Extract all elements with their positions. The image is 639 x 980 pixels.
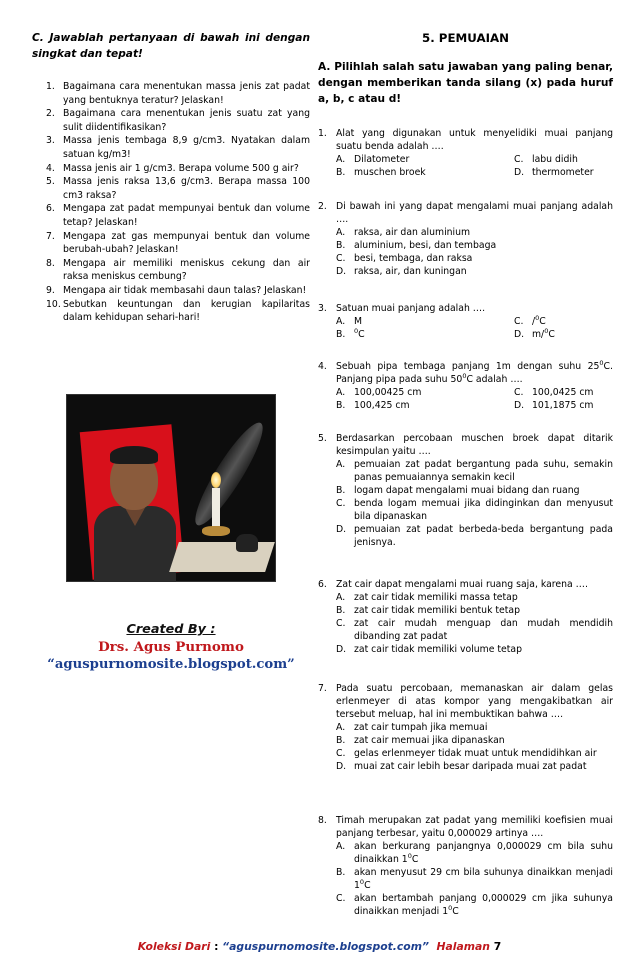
essay-question — [46, 107, 310, 134]
essay-question — [46, 175, 310, 202]
author-name: Drs. Agus Purnomo — [98, 639, 244, 655]
option-letter: B. — [336, 485, 346, 496]
option-text: logam dapat mengalami muai bidang dan ruang — [354, 485, 580, 496]
superscript-degree: 0 — [462, 372, 467, 380]
question-text: Mengapa air tidak membasahi daun talas? Jelaskan! — [63, 284, 307, 296]
option — [318, 226, 613, 239]
question-text: Mengapa air memiliki meniskus cekung dan air raksa meniskus cembung? — [63, 257, 310, 283]
essay-question — [46, 134, 310, 161]
option-text: 100,425 cm — [354, 400, 410, 411]
essay-question — [46, 298, 310, 325]
option-text: muai zat cair lebih besar daripada muai zat padat — [354, 761, 587, 772]
option — [318, 523, 613, 549]
question-text: Mengapa zat gas mempunyai bentuk dan volume berubah-ubah? Jelaskan! — [63, 230, 310, 256]
option-text: zat cair tidak memiliki volume tetap — [354, 644, 523, 655]
option-letter: A. — [336, 459, 346, 470]
option-text: M — [354, 316, 363, 327]
option-text: zat cair tidak memiliki bentuk tetap — [354, 605, 521, 616]
option-letter: A. — [336, 154, 346, 165]
question-number: 1. — [318, 128, 327, 139]
option-letter: B. — [336, 329, 346, 340]
question-number: 3. — [318, 303, 327, 314]
superscript-degree: 0 — [359, 878, 365, 886]
essay-question — [46, 162, 310, 176]
option — [318, 458, 613, 484]
option-letter: C. — [336, 748, 346, 759]
page-footer — [0, 940, 639, 953]
option-letter: D. — [336, 524, 347, 535]
option-text: C — [364, 880, 371, 891]
quill-feather — [186, 416, 272, 532]
option — [318, 866, 613, 892]
option-text: gelas erlenmeyer tidak muat untuk mendidihkan air — [354, 748, 597, 759]
question-text: Bagaimana cara menentukan massa jenis zat padat yang bentuknya teratur? Jelaskan! — [63, 81, 310, 106]
option-letter: A. — [336, 227, 346, 238]
candle-holder — [202, 526, 230, 536]
option-row — [318, 315, 613, 328]
section-a-heading: A. Pilihlah salah satu jawaban yang paling benar, dengan memberikan tanda silang (x) pada huruf a, b, c atau d! — [318, 61, 613, 105]
question-number: 6. — [318, 579, 327, 590]
essay-question — [46, 202, 310, 229]
option-text: benda logam memuai jika didinginkan dan menyusut bila dipanaskan — [354, 498, 613, 522]
question-text: Di bawah ini yang dapat mengalami muai panjang adalah …. — [336, 201, 613, 225]
question-number: 4. — [46, 162, 55, 174]
option-letter: B. — [336, 605, 346, 616]
question-text: Massa jenis raksa 13,6 g/cm3. Berapa massa 100 cm3 raksa? — [63, 176, 310, 201]
option-text: C — [411, 854, 419, 865]
mc-question-7 — [318, 682, 613, 773]
option-text: raksa, air, dan kuningan — [354, 266, 467, 277]
option-text: akan berkurang panjangnya 0,000029 cm bila suhu dinaikkan 1 — [354, 841, 613, 865]
essay-question — [46, 230, 310, 257]
option — [318, 760, 613, 773]
option-text: zat cair memuai jika dipanaskan — [354, 735, 505, 746]
option-text: C — [452, 906, 459, 917]
option-letter: D. — [514, 329, 525, 340]
option-text: thermometer — [532, 167, 594, 178]
option-text: aluminium, besi, dan tembaga — [354, 240, 497, 251]
option-row — [318, 166, 613, 179]
question-number: 3. — [46, 135, 55, 147]
question-number: 9. — [46, 284, 55, 296]
option-text: akan menyusut 29 cm bila suhunya dinaikkan menjadi 1 — [354, 867, 613, 891]
author-photo — [66, 394, 276, 582]
option — [318, 734, 613, 747]
author-site: “aguspurnomosite.blogspot.com” — [47, 657, 295, 672]
question-text-part: C. Panjang pipa pada suhu 50 — [336, 361, 613, 385]
superscript-degree: 0 — [448, 904, 453, 912]
option-letter: B. — [336, 240, 346, 251]
essay-question — [46, 284, 310, 298]
superscript-degree: 0 — [535, 314, 540, 322]
mc-question-8 — [318, 814, 613, 918]
question-number: 6. — [46, 203, 55, 215]
option-letter: C. — [514, 316, 524, 327]
option-letter: C. — [336, 618, 346, 629]
mc-question-5 — [318, 432, 613, 549]
question-text — [318, 360, 613, 386]
photo-book — [169, 542, 275, 572]
option-letter: D. — [514, 167, 525, 178]
option-text: labu didih — [532, 154, 578, 165]
option — [318, 617, 613, 643]
option — [318, 747, 613, 760]
question-text: Massa jenis tembaga 8,9 g/cm3. Nyatakan dalam satuan kg/m3! — [63, 135, 310, 160]
option-letter: D. — [514, 400, 525, 411]
question-number: 8. — [46, 257, 55, 269]
credit-block — [32, 622, 310, 672]
page-number: 7 — [493, 940, 502, 953]
option — [318, 484, 613, 497]
question-text: Zat cair dapat mengalami muai ruang saja, karena …. — [336, 579, 588, 590]
option-letter: C. — [336, 253, 346, 264]
option — [318, 643, 613, 656]
option-text: 101,1875 cm — [532, 400, 594, 411]
option — [318, 497, 613, 523]
option-text: raksa, air dan aluminium — [354, 227, 471, 238]
question-text: Bagaimana cara menentukan jenis suatu zat yang sulit diidentifikasikan? — [63, 108, 310, 133]
option-text: zat cair tumpah jika memuai — [354, 722, 488, 733]
option-letter: B. — [336, 167, 346, 178]
option-letter: B. — [336, 867, 346, 878]
option-row — [318, 153, 613, 166]
ink-pot — [236, 534, 258, 552]
question-number: 8. — [318, 815, 327, 826]
option-letter: C. — [514, 387, 524, 398]
footer-koleksi: Koleksi Dari — [137, 940, 211, 953]
mc-question-6 — [318, 578, 613, 656]
option — [318, 591, 613, 604]
footer-halaman: Halaman — [436, 940, 490, 953]
mc-question-1 — [318, 127, 613, 179]
essay-question — [46, 80, 310, 107]
option — [318, 252, 613, 265]
question-number: 2. — [46, 108, 55, 120]
option-text: Dilatometer — [354, 154, 410, 165]
option-letter: A. — [336, 316, 346, 327]
question-text: Pada suatu percobaan, memanaskan air dalam gelas erlenmeyer di atas kompor yang mengakibatkan air tersebut meluap, hal ini membuktikan bahwa …. — [336, 683, 613, 720]
question-text-part: C adalah …. — [466, 374, 523, 385]
option-text: / — [532, 316, 536, 327]
option — [318, 265, 613, 278]
option-letter: A. — [336, 722, 346, 733]
question-text: Alat yang digunakan untuk menyelidiki muai panjang suatu benda adalah …. — [336, 128, 613, 152]
section-c-heading: C. Jawablah pertanyaan di bawah ini dengan singkat dan tepat! — [32, 32, 310, 60]
option-row — [318, 386, 613, 399]
question-text-part: Sebuah pipa tembaga panjang 1m dengan suhu 25 — [336, 361, 600, 372]
right-column — [318, 30, 613, 107]
option-text: C — [548, 329, 555, 340]
superscript-degree: 0 — [599, 359, 604, 367]
question-text: Berdasarkan percobaan muschen broek dapat ditarik kesimpulan yaitu …. — [336, 433, 613, 457]
option-letter: C. — [336, 498, 346, 509]
question-number: 7. — [46, 230, 55, 242]
option-letter: D. — [336, 644, 347, 655]
question-number: 2. — [318, 201, 327, 212]
option-letter: D. — [336, 761, 347, 772]
superscript-degree: 0 — [407, 852, 412, 860]
option-text: zat cair tidak memiliki massa tetap — [354, 592, 518, 603]
created-by-label: Created By : — [126, 622, 216, 637]
candle-flame — [211, 472, 221, 488]
option-row — [318, 399, 613, 412]
option-text: C — [358, 329, 365, 340]
option-text: zat cair mudah menguap dan mudah mendidih dibanding zat padat — [354, 618, 613, 642]
question-text: Massa jenis air 1 g/cm3. Berapa volume 500 g air? — [63, 162, 299, 174]
superscript-degree: 0 — [354, 327, 359, 335]
essay-question-list — [32, 80, 310, 325]
option-text: C — [539, 316, 546, 327]
option-text: 100,0425 cm — [532, 387, 594, 398]
mc-question-4 — [318, 360, 613, 412]
option-text: 100,00425 cm — [354, 387, 422, 398]
option-letter: B. — [336, 400, 346, 411]
option-letter: C. — [514, 154, 524, 165]
left-column — [32, 30, 310, 325]
option — [318, 239, 613, 252]
option — [318, 721, 613, 734]
option-text: muschen broek — [354, 167, 426, 178]
candle — [212, 488, 220, 528]
question-number: 10. — [46, 298, 61, 310]
question-text: Timah merupakan zat padat yang memiliki koefisien muai panjang terbesar, yaitu 0,000029 artinya …. — [336, 815, 613, 839]
option-text: pemuaian zat padat bergantung pada suhu, semakin panas pemuaiannya semakin kecil — [354, 459, 613, 483]
option-letter: A. — [336, 387, 346, 398]
option — [318, 840, 613, 866]
option-letter: D. — [336, 266, 347, 277]
option — [318, 604, 613, 617]
option — [318, 892, 613, 918]
option-row — [318, 328, 613, 341]
option-text: besi, tembaga, dan raksa — [354, 253, 473, 264]
option-letter: A. — [336, 592, 346, 603]
option-text: pemuaian zat padat berbeda-beda bergantung pada jenisnya. — [354, 524, 613, 548]
footer-separator: : — [210, 940, 223, 953]
option-letter: B. — [336, 735, 346, 746]
superscript-degree: 0 — [544, 327, 549, 335]
question-number: 1. — [46, 81, 55, 92]
question-number: 4. — [318, 361, 327, 372]
question-number: 5. — [46, 176, 55, 188]
photo-hair — [110, 446, 158, 464]
footer-site: “aguspurnomosite.blogspot.com” — [222, 940, 429, 953]
question-number: 5. — [318, 433, 327, 444]
option-letter: A. — [336, 841, 346, 852]
option-letter: C. — [336, 893, 346, 904]
mc-question-2 — [318, 200, 613, 278]
option-text: m/ — [532, 329, 545, 340]
question-text: Satuan muai panjang adalah …. — [336, 303, 486, 314]
question-text: Sebutkan keuntungan dan kerugian kapilaritas dalam kehidupan sehari-hari! — [63, 298, 310, 324]
essay-question — [46, 257, 310, 284]
chapter-title: 5. PEMUAIAN — [422, 31, 509, 45]
question-text: Mengapa zat padat mempunyai bentuk dan volume tetap? Jelaskan! — [63, 203, 310, 228]
mc-question-3 — [318, 302, 613, 341]
option-text: akan bertambah panjang 0,000029 cm jika suhunya dinaikkan menjadi 1 — [354, 893, 613, 917]
question-number: 7. — [318, 683, 327, 694]
